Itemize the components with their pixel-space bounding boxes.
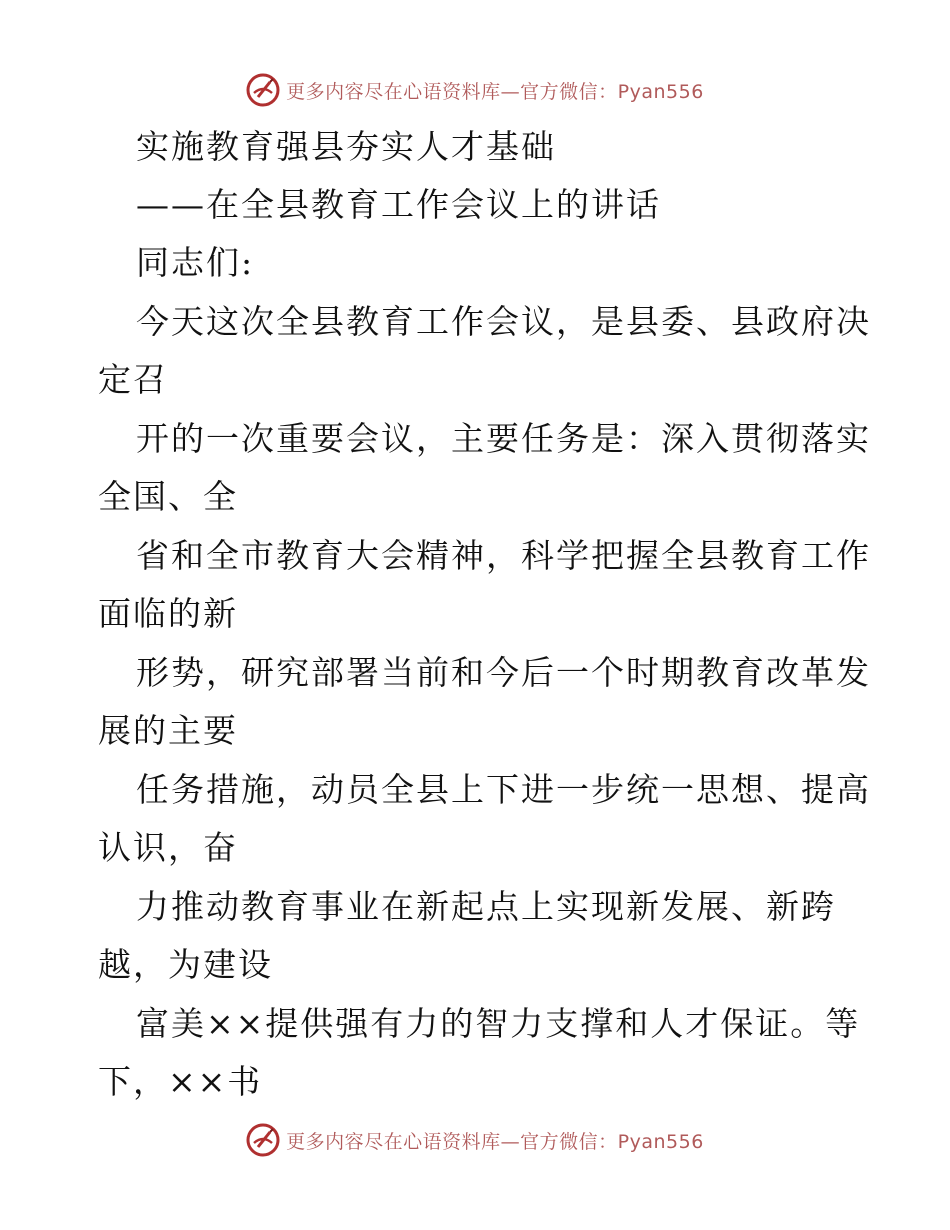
body-line: 认识，奋: [98, 828, 238, 867]
header-watermark: [0, 70, 950, 110]
body-line: 下，××书: [98, 1062, 263, 1101]
document-subtitle: ——在全县教育工作会议上的讲话: [136, 185, 661, 224]
wechat-id: Pyan556: [617, 80, 704, 103]
body-line: 越，为建设: [98, 945, 273, 984]
watermark-text: 更多内容尽在心语资料库—官方微信：Pyan556: [286, 1130, 704, 1153]
footer-watermark: [0, 1120, 950, 1160]
body-line: 省和全市教育大会精神，科学把握全县教育工作: [136, 536, 871, 575]
body-line: 面临的新: [98, 594, 238, 633]
document-title: 实施教育强县夯实人才基础: [136, 127, 556, 166]
body-line: 定召: [98, 360, 168, 399]
body-line: 力推动教育事业在新起点上实现新发展、新跨: [136, 887, 836, 926]
body-line: 任务措施，动员全县上下进一步统一思想、提高: [136, 770, 871, 809]
salutation: 同志们:: [136, 243, 255, 282]
body-line: 展的主要: [98, 711, 238, 750]
body-line: 开的一次重要会议，主要任务是：深入贯彻落实: [136, 419, 871, 458]
body-line: 形势，研究部署当前和今后一个时期教育改革发: [136, 653, 871, 692]
body-line: 富美××提供强有力的智力支撑和人才保证。等: [136, 1004, 861, 1043]
body-line: 全国、全: [98, 477, 238, 516]
book-pen-logo-icon: [246, 1123, 280, 1157]
wechat-id: Pyan556: [617, 1130, 704, 1153]
watermark-text: 更多内容尽在心语资料库—官方微信：Pyan556: [286, 80, 704, 103]
book-pen-logo-icon: [246, 73, 280, 107]
body-line: 今天这次全县教育工作会议，是县委、县政府决: [136, 302, 871, 341]
